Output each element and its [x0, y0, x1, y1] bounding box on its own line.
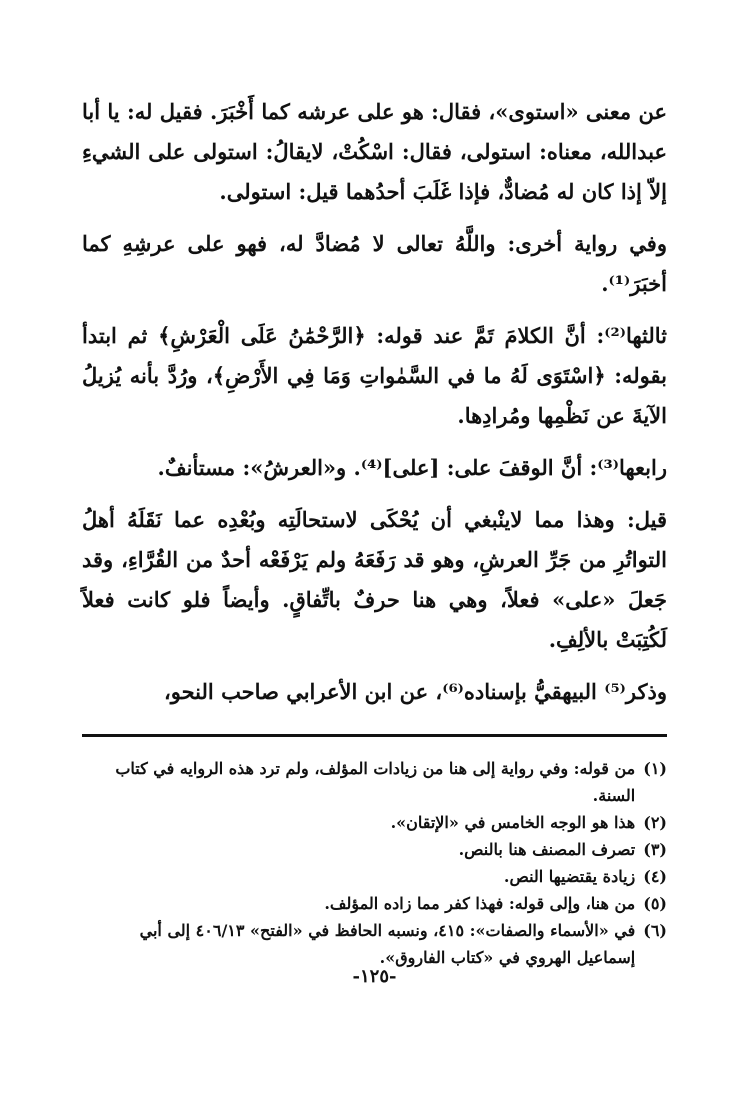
paragraph: عن معنى «استوى»، فقال: هو على عرشه كما أَخْبَرَ. فقيل له: يا أبا عبدالله، معناه: استولى، فقال: اسْكُتْ، لايقالُ: استولى على الشيءِ إلاّ إذا كان له مُضادٌّ، فإذا غَلَبَ أحدُهما قيل: استولى.	[82, 99, 667, 204]
paragraph: قيل: وهذا مما لاينْبغي أن يُحْكَى لاستحالَتِه وبُعْدِه عما نَقَلَهُ أهلُ التواتُرِ من جَرِّ العرشِ، وهو قد رَفَعَهُ ولم يَرْفَعْه أحدٌ من القُرَّاءِ، وقد جَعلَ «على» فعلاً، وهي هنا حرفٌ باتِّفاقٍ. وأيضاً فلو كانت فعلاً لَكُتِبَتْ بالألِفِ.	[82, 507, 667, 652]
page-number: -١٢٥-	[352, 966, 397, 987]
footnote-number: (١)	[643, 759, 667, 778]
footnote-divider	[82, 734, 667, 737]
footnote-item	[82, 863, 667, 890]
footnote-item	[82, 917, 667, 971]
footnote-text: من هنا، وإلى قوله: فهذا كفر مما زاده المؤلف.	[324, 894, 636, 913]
footnote-item	[82, 755, 667, 809]
paragraph: رابعها⁽³⁾: أنَّ الوقفَ على: [على]⁽⁴⁾. و«العرشُ»: مستأنفٌ.	[157, 455, 667, 480]
footnote-number: (٥)	[643, 894, 667, 913]
footnotes	[82, 755, 667, 971]
footnote-text: هذا هو الوجه الخامس في «الإتقان».	[390, 813, 636, 832]
footnote-text: تصرف المصنف هنا بالنص.	[458, 840, 636, 859]
footnote-item	[82, 809, 667, 836]
paragraph: وذكر⁽⁵⁾ البيهقيُّ بإسناده⁽⁶⁾، عن ابن الأعرابي صاحب النحو،	[164, 679, 667, 704]
footnote-text: في «الأسماء والصفات»: ٤١٥، ونسبه الحافظ في «الفتح» ٤٠٦/١٣ إلى أبي إسماعيل الهروي في «كتاب الفاروق».	[139, 921, 636, 967]
footnote-text: زيادة يقتضيها النص.	[503, 867, 636, 886]
footnote-item	[82, 890, 667, 917]
footnote-number: (٣)	[643, 840, 667, 859]
paragraph: وفي رواية أخرى: واللَّهُ تعالى لا مُضادَّ له، فهو على عرشِهِ كما أخبَرَ⁽¹⁾.	[82, 231, 667, 296]
footnote-number: (٢)	[643, 813, 667, 832]
footnote-text: من قوله: وفي رواية إلى هنا من زيادات المؤلف، ولم ترد هذه الروايه في كتاب السنة.	[115, 759, 636, 805]
footnote-number: (٤)	[643, 867, 667, 886]
footnote-item	[82, 836, 667, 863]
main-text	[82, 92, 667, 712]
paragraph: ثالثها⁽²⁾: أنَّ الكلامَ تَمَّ عند قوله: ﴿الرَّحْمَٰنُ عَلَى الْعَرْشِ﴾ ثم ابتدأ بقوله: ﴿اسْتَوَى لَهُ ما في السَّمٰواتِ وَمَا فِي الأَرْضِ﴾، ورُدَّ بأنه يُزيلُ الآيةَ عن نَظْمِها ومُرادِها.	[82, 323, 667, 428]
footnote-number: (٦)	[643, 921, 667, 940]
